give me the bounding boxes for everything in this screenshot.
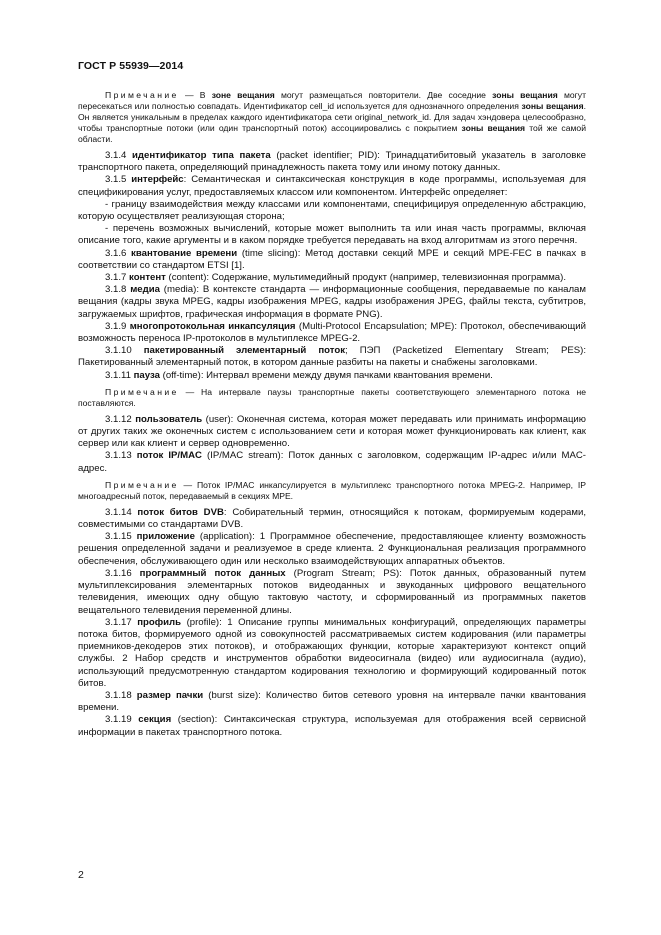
text-run: : Собирательный термин, относящийся к потокам, формируемым кодерами, совместимыми со стандартами DVB. [78,506,586,531]
term-bold: многопротокольная инкапсуляция [129,320,296,332]
text-run: (profile): 1 Описание группы минимальных конфигураций, определяющих параметры потока битов, формируемого одной из совокупностей рассматриваемых систем кодирования (или параметры приемников-декодеров этих потоков), и отображающих функции, которые характеризуют контекст опций службы. 2 Набор средств и инструментов обработки видеосигнала (видео) или аудиосигнала (аудио), использующий предусмотренную стандартом кодирования технологию и формирующий кодированный поток битов. [78,616,586,689]
text-run: (user): Оконечная система, которая может передавать или принимать информацию от других таких же оконечных систем с использованием сети и которая может функционировать как клиент, как сервер или как клиент и сервер одновременно. [78,413,586,450]
term-bold: интерфейс [131,174,184,186]
term-bold: пауза [133,369,160,381]
text-run: могут пересекаться или полностью совпадать. Идентификатор cell_id используется для однозначного определения [78,90,587,111]
text-run: 3.1.13 [105,450,137,462]
term-bold: идентификатор типа пакета [132,150,271,161]
text-run: 3.1.19 [105,714,139,726]
term-bold: зоне вещания [211,90,275,100]
text-run: 3.1.15 [105,531,137,543]
term-paragraph [78,150,586,174]
term-paragraph [78,690,586,714]
term-paragraph [78,617,586,690]
document-body [78,90,586,739]
note-label: Примечание [105,386,179,397]
term-bold: секция [138,714,172,726]
term-paragraph [78,714,586,738]
term-bold: размер пачки [136,689,204,701]
term-bold: квантование времени [131,247,238,259]
note-paragraph [78,387,586,409]
term-paragraph [78,284,586,321]
text-run: (off-time): Интервал времени между двумя пачками квантования времени. [159,369,493,381]
text-run: (section): Синтаксическая структура, используемая для отображения всей сервисной информации в пакетах транспортного потока. [78,714,586,738]
text-run: 3.1.18 [105,689,137,701]
text-run: 3.1.17 [105,616,138,628]
term-paragraph [78,248,586,272]
text-run: . Он является уникальным в пределах каждого идентификатора сети original_network_id. Для задач хэндовера целесообразно, чтобы транспортные потоки (или один транспортный поток) ассоциировались с покрытием [78,101,586,133]
standard-header: ГОСТ Р 55939—2014 [78,60,184,72]
term-paragraph [78,370,586,382]
text-run: - границу взаимодействия между классами или компонентами, специфицируя определенную абстракцию, которую осуществляет реализующая сторона; [78,198,586,223]
term-bold: зоны вещания [521,101,584,111]
text-run: 3.1.16 [105,567,140,579]
term-paragraph [78,345,586,369]
text-run: 3.1.5 [105,174,132,186]
text-run: 3.1.8 [105,284,131,296]
text-run: (packet identifier; PID): Тринадцатибитовый указатель в заголовке транспортного пакета, определяющий принадлежность пакета тому или иному потоку данных. [78,150,586,174]
term-bold: профиль [137,616,182,628]
text-run: — Поток IP/MAC инкапсулируется в мультиплекс транспортного потока MPEG-2. Например, IP многоадресный поток, передаваемый в секциях MPE. [78,479,586,501]
term-bold: поток IP/MAC [136,450,202,462]
term-paragraph [78,568,586,617]
text-run: (media): В контексте стандарта — информационные сообщения, передаваемые по каналам вещания (кадры звука MPEG, кадры изображения MPEG, кадры изображения JPEG, файлы текста, субтитров, загружаемых шрифтов, графическая информация в формате PNG). [78,284,586,320]
text-run: (content): Содержание, мультимедийный продукт (например, телевизионная программа). [165,272,567,284]
term-bold: зоны вещания [461,123,526,133]
term-paragraph [78,174,586,198]
term-bold: зоны вещания [492,90,558,100]
term-paragraph [78,199,586,223]
term-paragraph [78,223,586,247]
text-run: ; ПЭП (Packetized Elementary Stream; PES): Пакетированный элементарный поток, в котором данные разбиты на пакеты и снабжены заголовками. [78,345,587,369]
text-run: могут размещаться повторители. Две соседние [274,90,493,100]
term-bold: поток битов DVB [137,506,224,518]
text-run: : Семантическая и синтаксическая конструкция в коде программы, используемая для спецификирования услуг, предоставляемых классом или компонентом. Интерфейс определяет: [78,174,586,198]
term-bold: пакетированный элементарный поток [143,345,346,357]
term-paragraph [78,272,586,284]
text-run: — В [178,90,212,100]
term-paragraph [78,414,586,451]
text-run: 3.1.9 [105,320,130,332]
text-run: 3.1.6 [105,247,132,259]
text-run: 3.1.4 [105,150,133,161]
text-run: 3.1.11 [105,369,134,381]
term-bold: приложение [136,531,195,543]
text-run: (application): 1 Программное обеспечение, предоставляющее клиенту возможность решения определенной задачи и реализуемое в среде клиента. 2 Функциональная реализация программного обеспечения, обслуживающего один или несколько взаимодействующих аппаратных объектов. [78,531,586,567]
text-run: (IP/MAC stream): Поток данных с заголовком, содержащим IP-адрес и/или MAC-адрес. [78,450,586,474]
term-bold: медиа [130,284,160,296]
text-run: (Program Stream; PS): Поток данных, образованный путем мультиплексирования элементарных потоков видеоданных и звукоданных цифрового вещательного телевидения, имеющих одну общую тактовую частоту, и сформированный из программных пакетов вещательного телевидения переменной длины. [78,567,586,616]
note-paragraph [78,480,586,502]
text-run: (burst size): Количество битов сетевого уровня на интервале пачки квантования времени. [78,689,587,714]
text-run: 3.1.12 [105,413,136,425]
term-paragraph [78,507,586,531]
text-run: (time slicing): Метод доставки секций MPE и секций MPE-FEC в пачках в соответствии со стандартом ETSI [1]. [78,247,586,271]
note-paragraph [78,90,586,145]
term-bold: программный поток данных [139,567,286,579]
text-run: 3.1.14 [105,506,138,518]
term-paragraph [78,531,586,568]
term-bold: пользователь [135,413,203,425]
text-run: 3.1.7 [105,272,130,284]
note-label: Примечание [105,479,179,490]
note-label: Примечание [105,90,179,100]
page-number: 2 [78,869,84,881]
term-paragraph [78,321,586,345]
text-run: 3.1.10 [105,345,144,357]
term-bold: контент [129,272,166,284]
text-run: — На интервале паузы транспортные пакеты соответствующего элементарного потока не поставляются. [78,386,586,408]
text-run: той же самой области. [78,123,586,144]
text-run: - перечень возможных вычислений, которые может выполнить та или иная часть программы, включая описание того, какие аргументы и в каком порядке требуется передавать на вход алгоритмам из этого перечня. [78,223,586,247]
term-paragraph [78,450,586,474]
text-run: (Multi-Protocol Encapsulation; MPE): Протокол, обеспечивающий возможность переноса IP-протоколов в мультиплексе MPEG-2. [78,320,586,345]
